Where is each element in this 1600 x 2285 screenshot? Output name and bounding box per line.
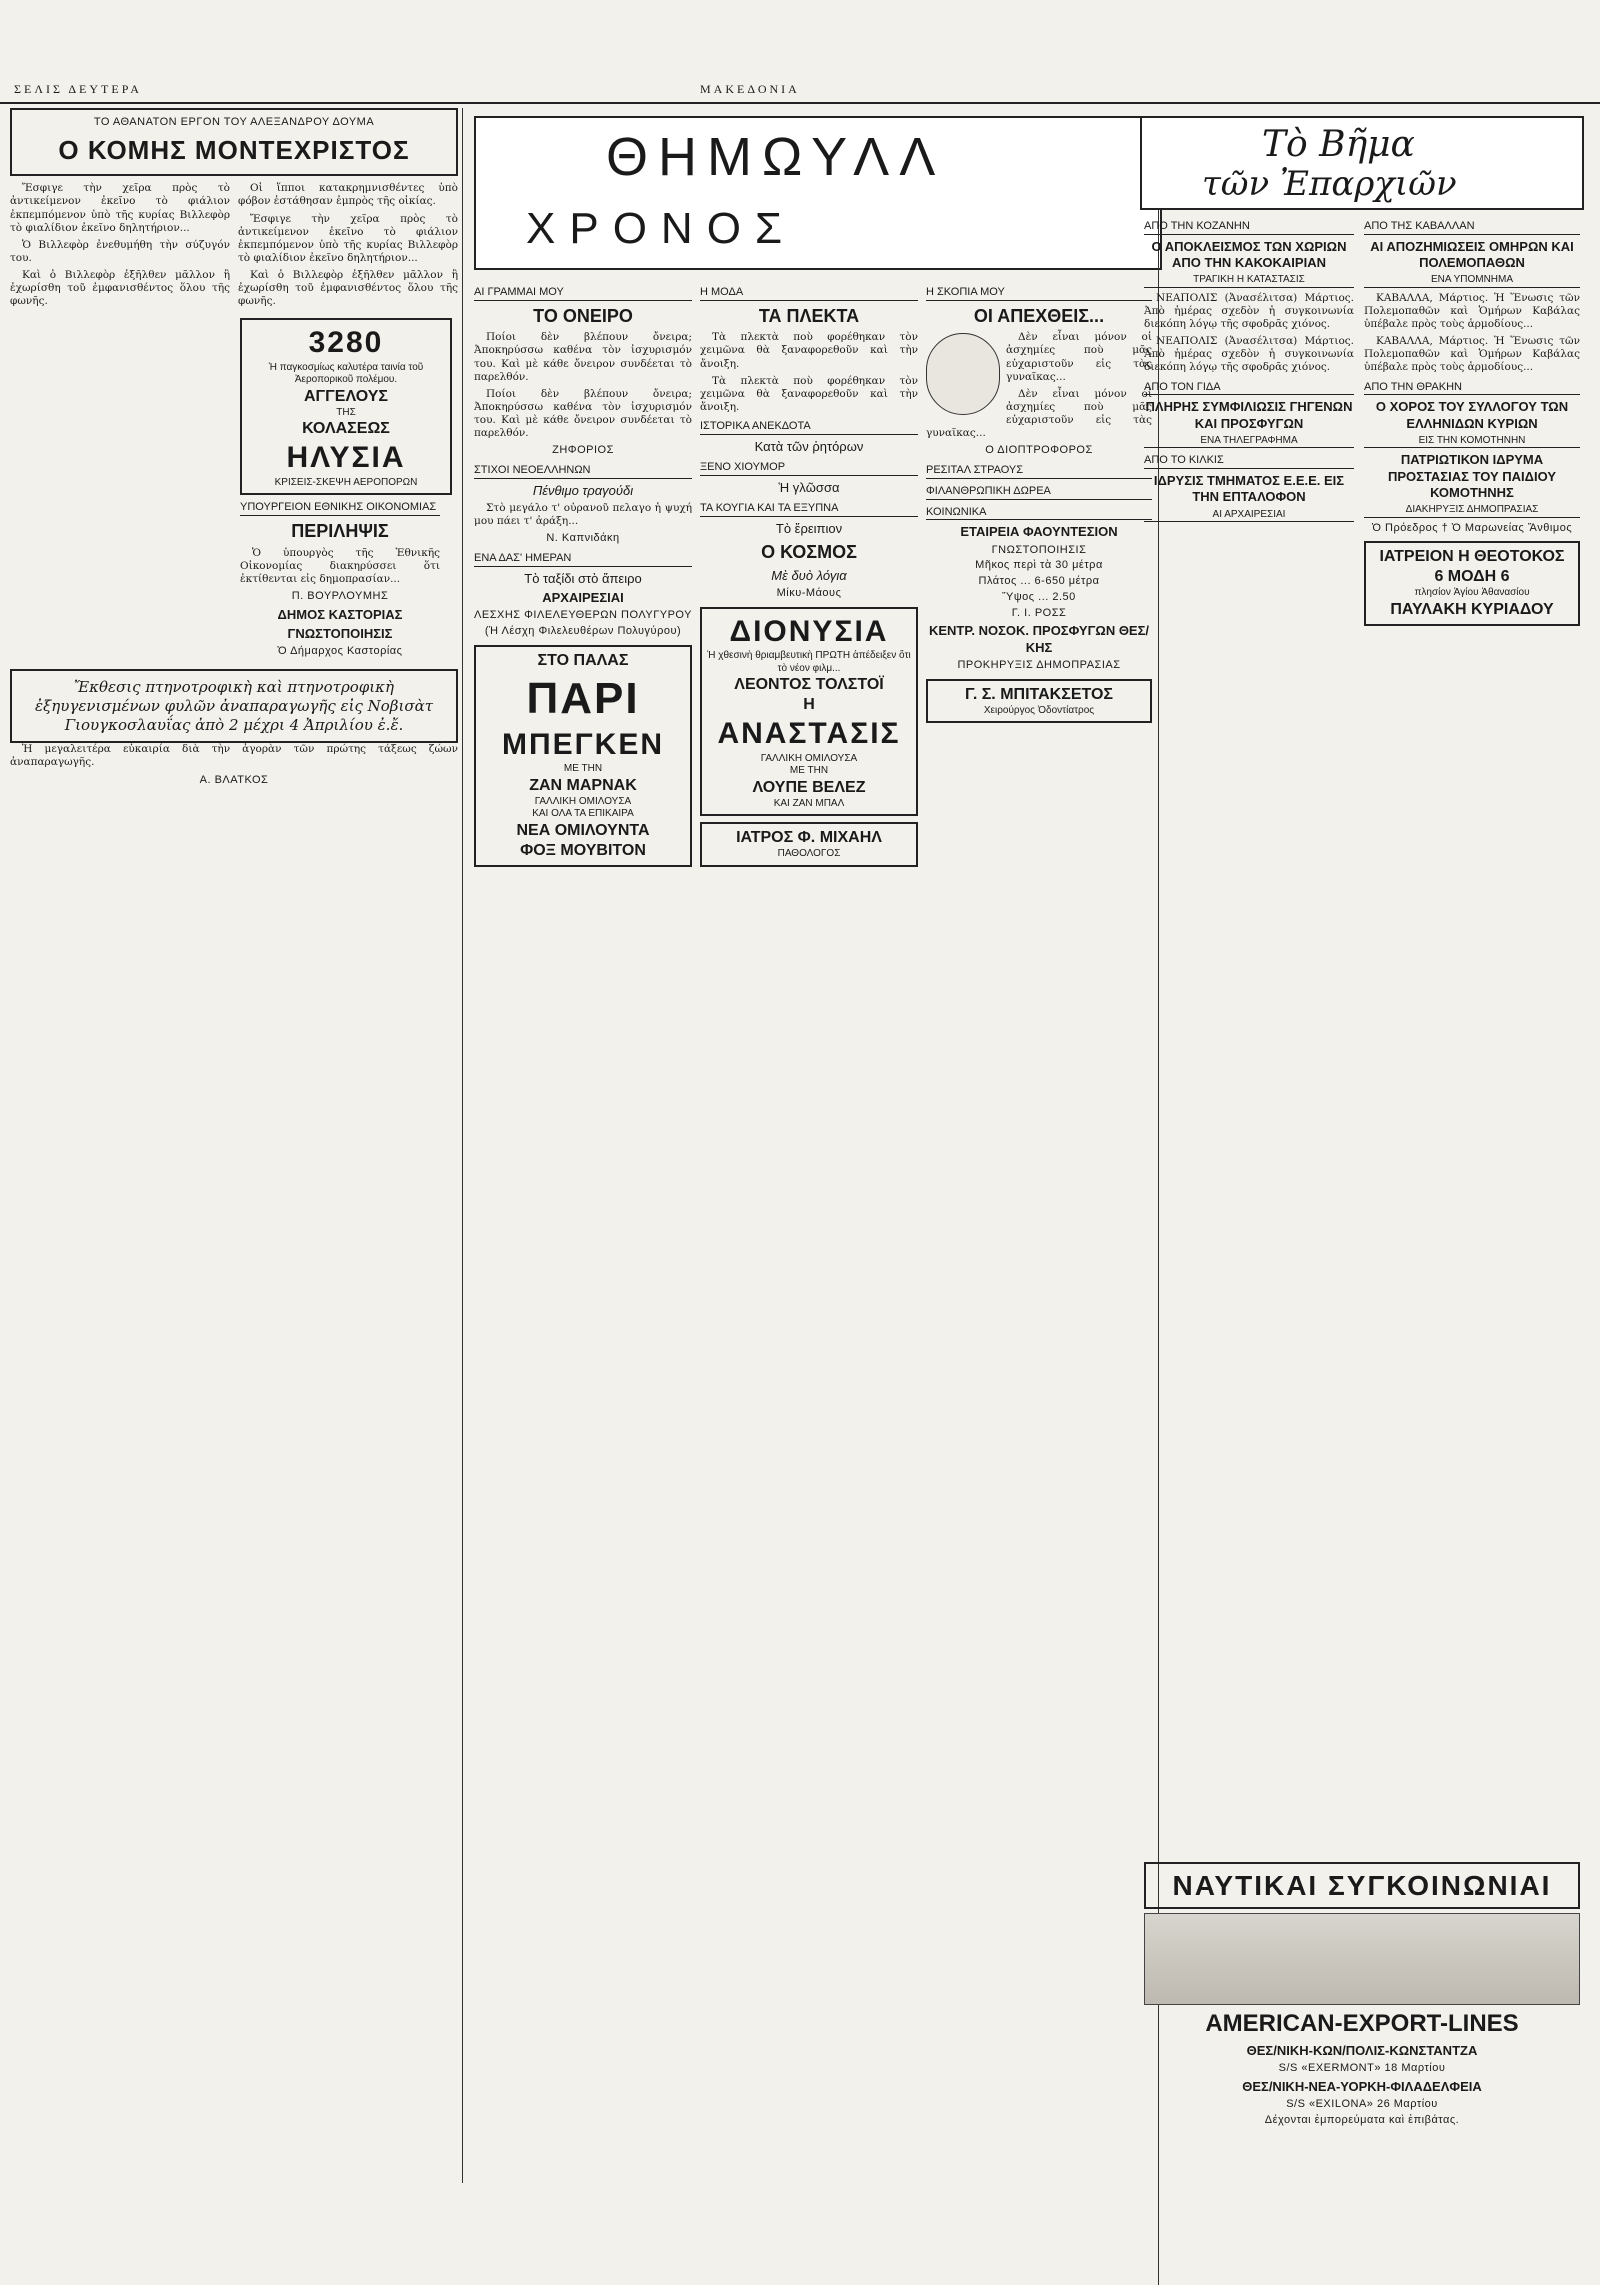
poem-title: Πένθιμο τραγούδι — [532, 482, 634, 498]
shipping-ship: S/S «EXILONA» 26 Μαρτίου — [1286, 2098, 1438, 2111]
elysia-ad-line: ΤΗΣ — [336, 406, 356, 418]
kozani-sub: ΤΡΑΓΙΚΗ Η ΚΑΤΑΣΤΑΣΙΣ — [1144, 274, 1354, 288]
montecristo-paragraph: Καὶ ὁ Βιλλεφὸρ ἐξῆλθεν μᾶλλον ἢ ἐχωρίσθη τοῦ ἐμφανισθέντος ὅλου τῆς φωνῆς. — [238, 269, 458, 308]
montecristo-title: Ο ΚΟΜΗΣ ΜΟΝΤΕΧΡΙΣΤΟΣ — [58, 134, 410, 165]
kosmos-sign: Μίκυ-Μάους — [776, 586, 842, 599]
footer-sign: Α. ΒΛΑΤΚΟΣ — [199, 773, 269, 786]
faountes-length: Μῆκος περὶ τὰ 30 μέτρα — [975, 559, 1103, 572]
gida-sub: ΕΝΑ ΤΗΛΕΓΡΑΦΗΜΑ — [1144, 435, 1354, 449]
thraki-sub: ΕΙΣ ΤΗΝ ΚΟΜΟΤΗΝΗΝ — [1364, 435, 1580, 449]
skopia-section: Η ΣΚΟΠΙΑ ΜΟΥ — [926, 286, 1152, 301]
oneiro-body: Ποίοι δὲν βλέπουν ὄνειρα; Ἀποκηρύσσω καθένα τὸν ἰσχυρισμόν του. Καὶ μὲ κάθε ὄνειρον συνδέεται τὸ παρελθόν. — [474, 331, 692, 383]
dorea-head: ΦΙΛΑΝΘΡΩΠΙΚΗ ΔΩΡΕΑ — [926, 485, 1152, 500]
palas-ad-news: ΚΑΙ ΟΛΑ ΤΑ ΕΠΙΚΑΙΡΑ — [532, 808, 634, 820]
theatre-sign: (Ἡ Λέσχη Φιλελευθέρων Πολυγύρου) — [484, 625, 682, 637]
kastoria-sign: Ὁ Δήμαρχος Καστορίας — [277, 645, 403, 658]
iatreion-doctor: ΠΑΥΛΑΚΗ ΚΥΡΙΑΔΟΥ — [1390, 600, 1554, 618]
palas-ad-title2: ΜΠΕΓΚΕΝ — [501, 727, 665, 761]
ship-image — [1144, 1913, 1580, 2005]
doctor-sub: ΠΑΘΟΛΟΓΟΣ — [777, 848, 841, 859]
right-column-b — [1364, 214, 1580, 1854]
xeno-title: Ἡ γλῶσσα — [778, 479, 840, 495]
bima-banner-bottom: τῶν Ἐπαρχιῶν — [1202, 164, 1457, 204]
kavala-section: ΑΠΟ ΤΗΣ ΚΑΒΑΛΛΑΝ — [1364, 220, 1580, 235]
shipping-ad — [1144, 1862, 1580, 2182]
montecristo-paragraph: Ἔσφιγε τὴν χεῖρα πρὸς τὸ ἀντικείμενον ἐκεῖνο τὸ φιάλιον ἐκπεμπόμενον ὑπὸ τῆς κυρίας Βιλλεφὸρ τὸ φιαλίδιον ἐκεῖνο δηλητήριον... — [10, 182, 230, 234]
kastoria-title: ΓΝΩΣΤΟΠΟΙΗΣΙΣ — [287, 626, 393, 641]
kozani-section: ΑΠΟ ΤΗΝ ΚΟΖΑΝΗΝ — [1144, 220, 1354, 235]
poems-head: ΣΤΙΧΟΙ ΝΕΟΕΛΛΗΝΩΝ — [474, 464, 692, 479]
dionysia-ad-author: ΛΕΟΝΤΟΣ ΤΟΛΣΤΟΪ — [734, 676, 884, 693]
dionysia-ad-with: ΜΕ ΤΗΝ — [789, 765, 829, 776]
ministry-head: ΥΠΟΥΡΓΕΙΟΝ ΕΘΝΙΚΗΣ ΟΙΚΟΝΟΜΙΑΣ — [240, 501, 440, 516]
left-column — [10, 108, 458, 2178]
mid-column-c — [926, 280, 1152, 2180]
dionysia-ad-title: ΔΙΟΝΥΣΙΑ — [729, 614, 889, 648]
right-column-a — [1144, 214, 1354, 1854]
palas-ad-fox: ΦΟΞ ΜΟΥΒΙΤΟΝ — [520, 841, 646, 859]
elysia-ad-line: ΚΟΛΑΣΕΩΣ — [302, 420, 390, 438]
apexthis-title: ΟΙ ΑΠΕΧΘΕΙΣ... — [973, 305, 1105, 326]
xronos-banner — [474, 116, 1162, 270]
palas-ad-star: ΖΑΝ ΜΑΡΝΑΚ — [529, 776, 637, 794]
anecdote-head: ΙΣΤΟΡΙΚΑ ΑΝΕΚΔΟΤΑ — [700, 420, 918, 435]
days-title: Τὸ ταξίδι στὸ ἄπειρο — [524, 570, 642, 586]
elysia-ad-number: 3280 — [308, 326, 384, 360]
elysia-ad-sub: ΚΡΙΣΕΙΣ-ΣΚΕΨΗ ΑΕΡΟΠΟΡΩΝ — [274, 476, 418, 488]
dionysia-ad-body: Ἡ χθεσινὴ θριαμβευτικὴ ΠΡΩΤΗ ἀπέδειξεν ὅτι τὸ νέον φιλμ... — [707, 650, 911, 674]
faountes-height: Ὕψος ... 2.50 — [1002, 590, 1076, 603]
xeno-head: ΞΕΝΟ ΧΙΟΥΜΟΡ — [700, 461, 918, 476]
palas-ad-title: ΠΑΡΙ — [526, 673, 640, 723]
doctor-name: ΙΑΤΡΟΣ Φ. ΜΙΧΑΗΛ — [736, 829, 882, 846]
masthead-left: ΣΕΛΙΣ ΔΕΥΤΕΡΑ — [14, 82, 142, 96]
column-rule — [462, 108, 463, 2183]
mid-column-a — [474, 280, 692, 2180]
elysia-ad — [240, 318, 452, 495]
iatreion-sub: πλησίον Ἁγίου Ἀθανασίου — [1414, 587, 1530, 599]
thraki-title: Ο ΧΟΡΟΣ ΤΟΥ ΣΥΛΛΟΓΟΥ ΤΩΝ ΕΛΛΗΝΙΔΩΝ ΚΥΡΙΩΝ — [1375, 399, 1569, 431]
xronos-banner-top: ΘΗΜΩΥΛΛ — [606, 127, 946, 187]
plekta-body: Τὰ πλεκτὰ ποὺ φορέθηκαν τὸν χειμῶνα θὰ ξαναφορεθοῦν καὶ τὴν ἄνοιξη. — [700, 374, 918, 413]
kozani-body: ΝΕΑΠΟΛΙΣ (Ἀνασέλιτσα) Μάρτιος. Ἀπὸ ἡμέρας σχεδὸν ἡ συγκοινωνία διεκόπη λόγῳ τῆς σφοδρᾶς χιόνος. — [1144, 291, 1354, 330]
apexthis-body: Δὲν εἶναι μόνον οἱ ἀσχημίες ποὺ μᾶς εὐχαριστοῦν εἰς τὰς γυναῖκας... — [926, 387, 1152, 440]
kilkis-sub: ΑΙ ΑΡΧΑΙΡΕΣΙΑΙ — [1144, 509, 1354, 523]
ministry-title: ΠΕΡΙΛΗΨΙΣ — [291, 521, 389, 542]
elysia-ad-line: ΗΛΥΣΙΑ — [286, 441, 406, 475]
expo-notice — [10, 669, 458, 743]
ministry-notice — [240, 501, 440, 659]
shipping-route: ΘΕΣ/ΝΙΚΗ-ΝΕΑ-ΥΟΡΚΗ-ΦΙΛΑΔΕΛΦΕΙΑ — [1242, 2079, 1482, 2094]
dionysia-ad-star: ΛΟΥΠΕ ΒΕΛΕΖ — [752, 778, 866, 796]
kozani-body: ΝΕΑΠΟΛΙΣ (Ἀνασέλιτσα) Μάρτιος. Ἀπὸ ἡμέρας σχεδὸν ἡ συγκοινωνία διεκόπη λόγῳ τῆς σφοδρᾶς χιόνος. — [1144, 335, 1354, 374]
kilkis-head: ΑΠΟ ΤΟ ΚΙΛΚΙΣ — [1144, 454, 1354, 469]
iatreion-ad — [1364, 541, 1580, 626]
koinonika-head: ΚΟΙΝΩΝΙΚΑ — [926, 506, 1152, 521]
faountes-sub: ΓΝΩΣΤΟΠΟΙΗΣΙΣ — [991, 543, 1087, 556]
ministry-body: Ὁ ὑπουργὸς τῆς Ἐθνικῆς Οἰκονομίας διακηρύσσει ὅτι ἐκτίθενται εἰς δημοπρασίαν... — [240, 546, 440, 585]
oneiro-title: ΤΟ ΟΝΕΙΡΟ — [533, 305, 633, 326]
grammai-section: ΑΙ ΓΡΑΜΜΑΙ ΜΟΥ — [474, 286, 692, 301]
iatreion-address: 6 ΜΟΔΗ 6 — [1434, 568, 1510, 586]
mpitak-ad — [926, 679, 1152, 724]
dionysia-ad — [700, 607, 918, 817]
idryma-sub: ΔΙΑΚΗΡΥΞΙΣ ΔΗΜΟΠΡΑΣΙΑΣ — [1364, 504, 1580, 518]
kosmos-title: Μὲ δυὸ λόγια — [771, 567, 847, 583]
poem-sign: Ν. Καπνιδάκη — [546, 532, 620, 545]
expo-body: Ἡ μεγαλειτέρα εὐκαιρία διὰ τὴν ἀγορὰν τῶν πρώτης τάξεως ζώων ἀναπαραγωγῆς. — [10, 743, 458, 769]
plekta-body: Τὰ πλεκτὰ ποὺ φορέθηκαν τὸν χειμῶνα θὰ ξαναφορεθοῦν καὶ τὴν ἄνοιξη. — [700, 331, 918, 370]
kastoria-head: ΔΗΜΟΣ ΚΑΣΤΟΡΙΑΣ — [277, 606, 403, 622]
faountes-title: ΕΤΑΙΡΕΙΑ ΦΑΟΥΝΤΕΣΙΟΝ — [960, 524, 1118, 540]
montecristo-paragraph: Ὁ Βιλλεφὸρ ἐνεθυμήθη τὴν σύζυγόν του. — [10, 238, 230, 264]
anecdote-title: Κατὰ τῶν ῥητόρων — [754, 438, 864, 454]
iatreion-title: ΙΑΤΡΕΙΟΝ Η ΘΕΟΤΟΚΟΣ — [1379, 548, 1565, 566]
gida-head: ΑΠΟ ΤΟΝ ΓΙΔΑ — [1144, 381, 1354, 396]
kozani-title: Ο ΑΠΟΚΛΕΙΣΜΟΣ ΤΩΝ ΧΩΡΙΩΝ ΑΠΟ ΤΗΝ ΚΑΚΟΚΑΙΡΙΑΝ — [1151, 238, 1347, 270]
mid-column-b — [700, 280, 918, 2180]
montecristo-header — [10, 108, 458, 176]
shipping-line: AMERICAN-EXPORT-LINES — [1205, 2010, 1519, 2037]
shipping-banner: ΝΑΥΤΙΚΑΙ ΣΥΓΚΟΙΝΩΝΙΑΙ — [1144, 1862, 1580, 1909]
montecristo-paragraph: Οἱ ἵπποι κατακρημνισθέντες ὑπὸ φόβον ἐστάθησαν ἐμπρὸς τῆς οἰκίας. — [238, 182, 458, 208]
gida-title: ΠΛΗΡΗΣ ΣΥΜΦΙΛΙΩΣΙΣ ΓΗΓΕΝΩΝ ΚΑΙ ΠΡΟΣΦΥΓΩΝ — [1145, 399, 1353, 431]
plekta-title: ΤΑ ΠΛΕΚΤΑ — [758, 305, 860, 326]
kosmos-head: Ο ΚΟΣΜΟΣ — [761, 542, 857, 562]
idryma-sign: Ὁ Πρόεδρος † Ὁ Μαρωνείας Ἄνθιμος — [1371, 521, 1573, 534]
palas-ad-troupe: ΓΑΛΛΙΚΗ ΟΜΙΛΟΥΣΑ — [534, 795, 632, 807]
masthead-title: ΜΑΚΕΔΟΝΙΑ — [700, 82, 800, 96]
bima-banner — [1140, 116, 1584, 210]
kouila-head: ΤΑ ΚΟΥΓΙΑ ΚΑΙ ΤΑ ΕΞΥΠΝΑ — [700, 502, 918, 517]
palas-ad — [474, 645, 692, 867]
montecristo-kicker: ΤΟ ΑΘΑΝΑΤΟΝ ΕΡΓΟΝ ΤΟΥ ΑΛΕΞΑΝΔΡΟΥ ΔΟΥΜΑ — [93, 116, 375, 128]
ministry-sign: Π. ΒΟΥΡΛΟΥΜΗΣ — [291, 590, 389, 602]
days-head: ΕΝΑ ΔΑΣ' ΗΜΕΡΑΝ — [474, 552, 692, 567]
doctor-ad — [700, 822, 918, 867]
shipping-ship: S/S «EXERMONT» 18 Μαρτίου — [1278, 2062, 1446, 2075]
idryma-title: ΠΑΤΡΙΩΤΙΚΟΝ ΙΔΡΥΜΑ ΠΡΟΣΤΑΣΙΑΣ ΤΟΥ ΠΑΙΔΙΟΥ ΚΟΜΟΤΗΝΗΣ — [1387, 452, 1557, 500]
shipping-footer: Δέχονται ἐμπορεύματα καὶ ἐπιβάτας. — [1264, 2114, 1460, 2126]
oneiro-body: Ποίοι δὲν βλέπουν ὄνειρα; Ἀποκηρύσσω καθένα τὸν ἰσχυρισμόν του. Καὶ μὲ κάθε ὄνειρον συνδέεται τὸ παρελθόν. — [474, 387, 692, 440]
kavala-body: ΚΑΒΑΛΛΑ, Μάρτιος. Ἡ Ἕνωσις τῶν Πολεμοπαθῶν καὶ Ὁμήρων Καβάλας ὑπέβαλε πρὸς τοὺς ἁρμοδίους... — [1364, 335, 1580, 374]
palas-ad-new: ΝΕΑ ΟΜΙΛΟΥΝΤΑ — [516, 821, 650, 839]
bima-banner-top: Τὸ Βῆμα — [1262, 124, 1415, 165]
resital-head: ΡΕΣΙΤΑΛ ΣΤΡΑΟΥΣ — [926, 464, 1152, 479]
moda-section: Η ΜΟΔΑ — [700, 286, 918, 301]
dionysia-ad-star2: ΚΑΙ ΖΑΝ ΜΠΑΛ — [773, 797, 845, 809]
thraki-head: ΑΠΟ ΤΗΝ ΘΡΑΚΗΝ — [1364, 381, 1580, 396]
montecristo-body — [10, 182, 458, 312]
shipping-route: ΘΕΣ/ΝΙΚΗ-ΚΩΝ/ΠΟΛΙΣ-ΚΩΝΣΤΑΝΤΖΑ — [1246, 2043, 1478, 2058]
faountes-width: Πλάτος ... 6-650 μέτρα — [978, 575, 1100, 587]
faountes-sign: Γ. Ι. ΡΟΣΣ — [1011, 606, 1067, 619]
caricature-image — [926, 333, 1000, 415]
kavala-body: ΚΑΒΑΛΛΑ, Μάρτιος. Ἡ Ἕνωσις τῶν Πολεμοπαθῶν καὶ Ὁμήρων Καβάλας ὑπέβαλε πρὸς τοὺς ἁρμοδίους... — [1364, 291, 1580, 330]
poem-body: Στὸ μεγάλο τ' οὐρανοῦ πελαγο ἡ ψυχή μου πάει τ' ἀράξη... — [474, 502, 692, 528]
kavala-sub: ΕΝΑ ΥΠΟΜΝΗΜΑ — [1364, 274, 1580, 288]
elysia-ad-body: Ἡ παγκοσμίως καλυτέρα ταινία τοῦ Ἀεροπορικοῦ πολέμου. — [268, 361, 424, 386]
xronos-banner-bottom: ΧΡΟΝΟΣ — [526, 204, 797, 253]
montecristo-paragraph: Καὶ ὁ Βιλλεφὸρ ἐξῆλθεν μᾶλλον ἢ ἐχωρίσθη τοῦ ἐμφανισθέντος ὅλου τῆς φωνῆς. — [10, 269, 230, 308]
elysia-ad-line: ΑΓΓΕΛΟΥΣ — [304, 387, 388, 405]
palas-ad-with: ΜΕ ΤΗΝ — [563, 763, 603, 775]
apexthis-sign: Ο ΔΙΟΠΤΡΟΦΟΡΟΣ — [985, 444, 1093, 457]
dionysia-ad-film: ΑΝΑΣΤΑΣΙΣ — [717, 717, 901, 750]
nosok-title: ΚΕΝΤΡ. ΝΟΣΟΚ. ΠΡΟΣΦΥΓΩΝ ΘΕΣ/ΚΗΣ — [928, 623, 1150, 655]
apexthis-body: Δὲν εἶναι μόνον οἱ ἀσχημίες ποὺ μᾶς εὐχαριστοῦν εἰς τὰς γυναῖκας... — [1006, 331, 1152, 383]
palas-ad-venue: ΣΤΟ ΠΑΛΑΣ — [537, 651, 629, 669]
montecristo-paragraph: Ἔσφιγε τὴν χεῖρα πρὸς τὸ ἀντικείμενον ἐκεῖνο τὸ φιάλιον ἐκπεμπόμενον ὑπὸ τῆς κυρίας Βιλλεφὸρ τὸ φιαλίδιον ἐκεῖνο δηλητήριον... — [238, 212, 458, 264]
theatre-head: ΑΡΧΑΙΡΕΣΙΑΙ — [542, 590, 624, 605]
kilkis-title: ΙΔΡΥΣΙΣ ΤΜΗΜΑΤΟΣ Ε.Ε.Ε. ΕΙΣ ΤΗΝ ΕΠΤΑΛΟΦΟΝ — [1153, 473, 1345, 505]
masthead — [0, 78, 1600, 104]
kouila-title: Τὸ ἔρειπιον — [775, 520, 843, 536]
nosok-sub: ΠΡΟΚΗΡΥΞΙΣ ΔΗΜΟΠΡΑΣΙΑΣ — [957, 658, 1121, 671]
kavala-title: ΑΙ ΑΠΟΖΗΜΙΩΣΕΙΣ ΟΜΗΡΩΝ ΚΑΙ ΠΟΛΕΜΟΠΑΘΩΝ — [1370, 238, 1574, 270]
mpitak-sub: Χειρούργος Ὀδοντίατρος — [983, 704, 1095, 716]
dionysia-ad-troupe: ΓΑΛΛΙΚΗ ΟΜΙΛΟΥΣΑ — [760, 752, 858, 764]
mpitak-name: Γ. Σ. ΜΠΙΤΑΚΣΕΤΟΣ — [964, 685, 1114, 703]
theatre-sub: ΛΕΣΧΗΣ ΦΙΛΕΛΕΥΘΕΡΩΝ ΠΟΛΥΓΥΡΟΥ — [474, 609, 692, 622]
dionysia-ad-article: Η — [803, 696, 815, 713]
oneiro-sign: ΖΗΦΟΡΙΟΣ — [552, 444, 614, 457]
expo-title: Ἔκθεσις πτηνοτροφικὴ καὶ πτηνοτροφικὴ ἐξηυγενισμένων φυλῶν ἀναπαραγωγῆς εἰς Νοβισὰτ Γιουγκοσλαυΐας ἀπὸ 2 μέχρι 4 Ἀπριλίου ἐ.ἔ. — [34, 678, 434, 734]
